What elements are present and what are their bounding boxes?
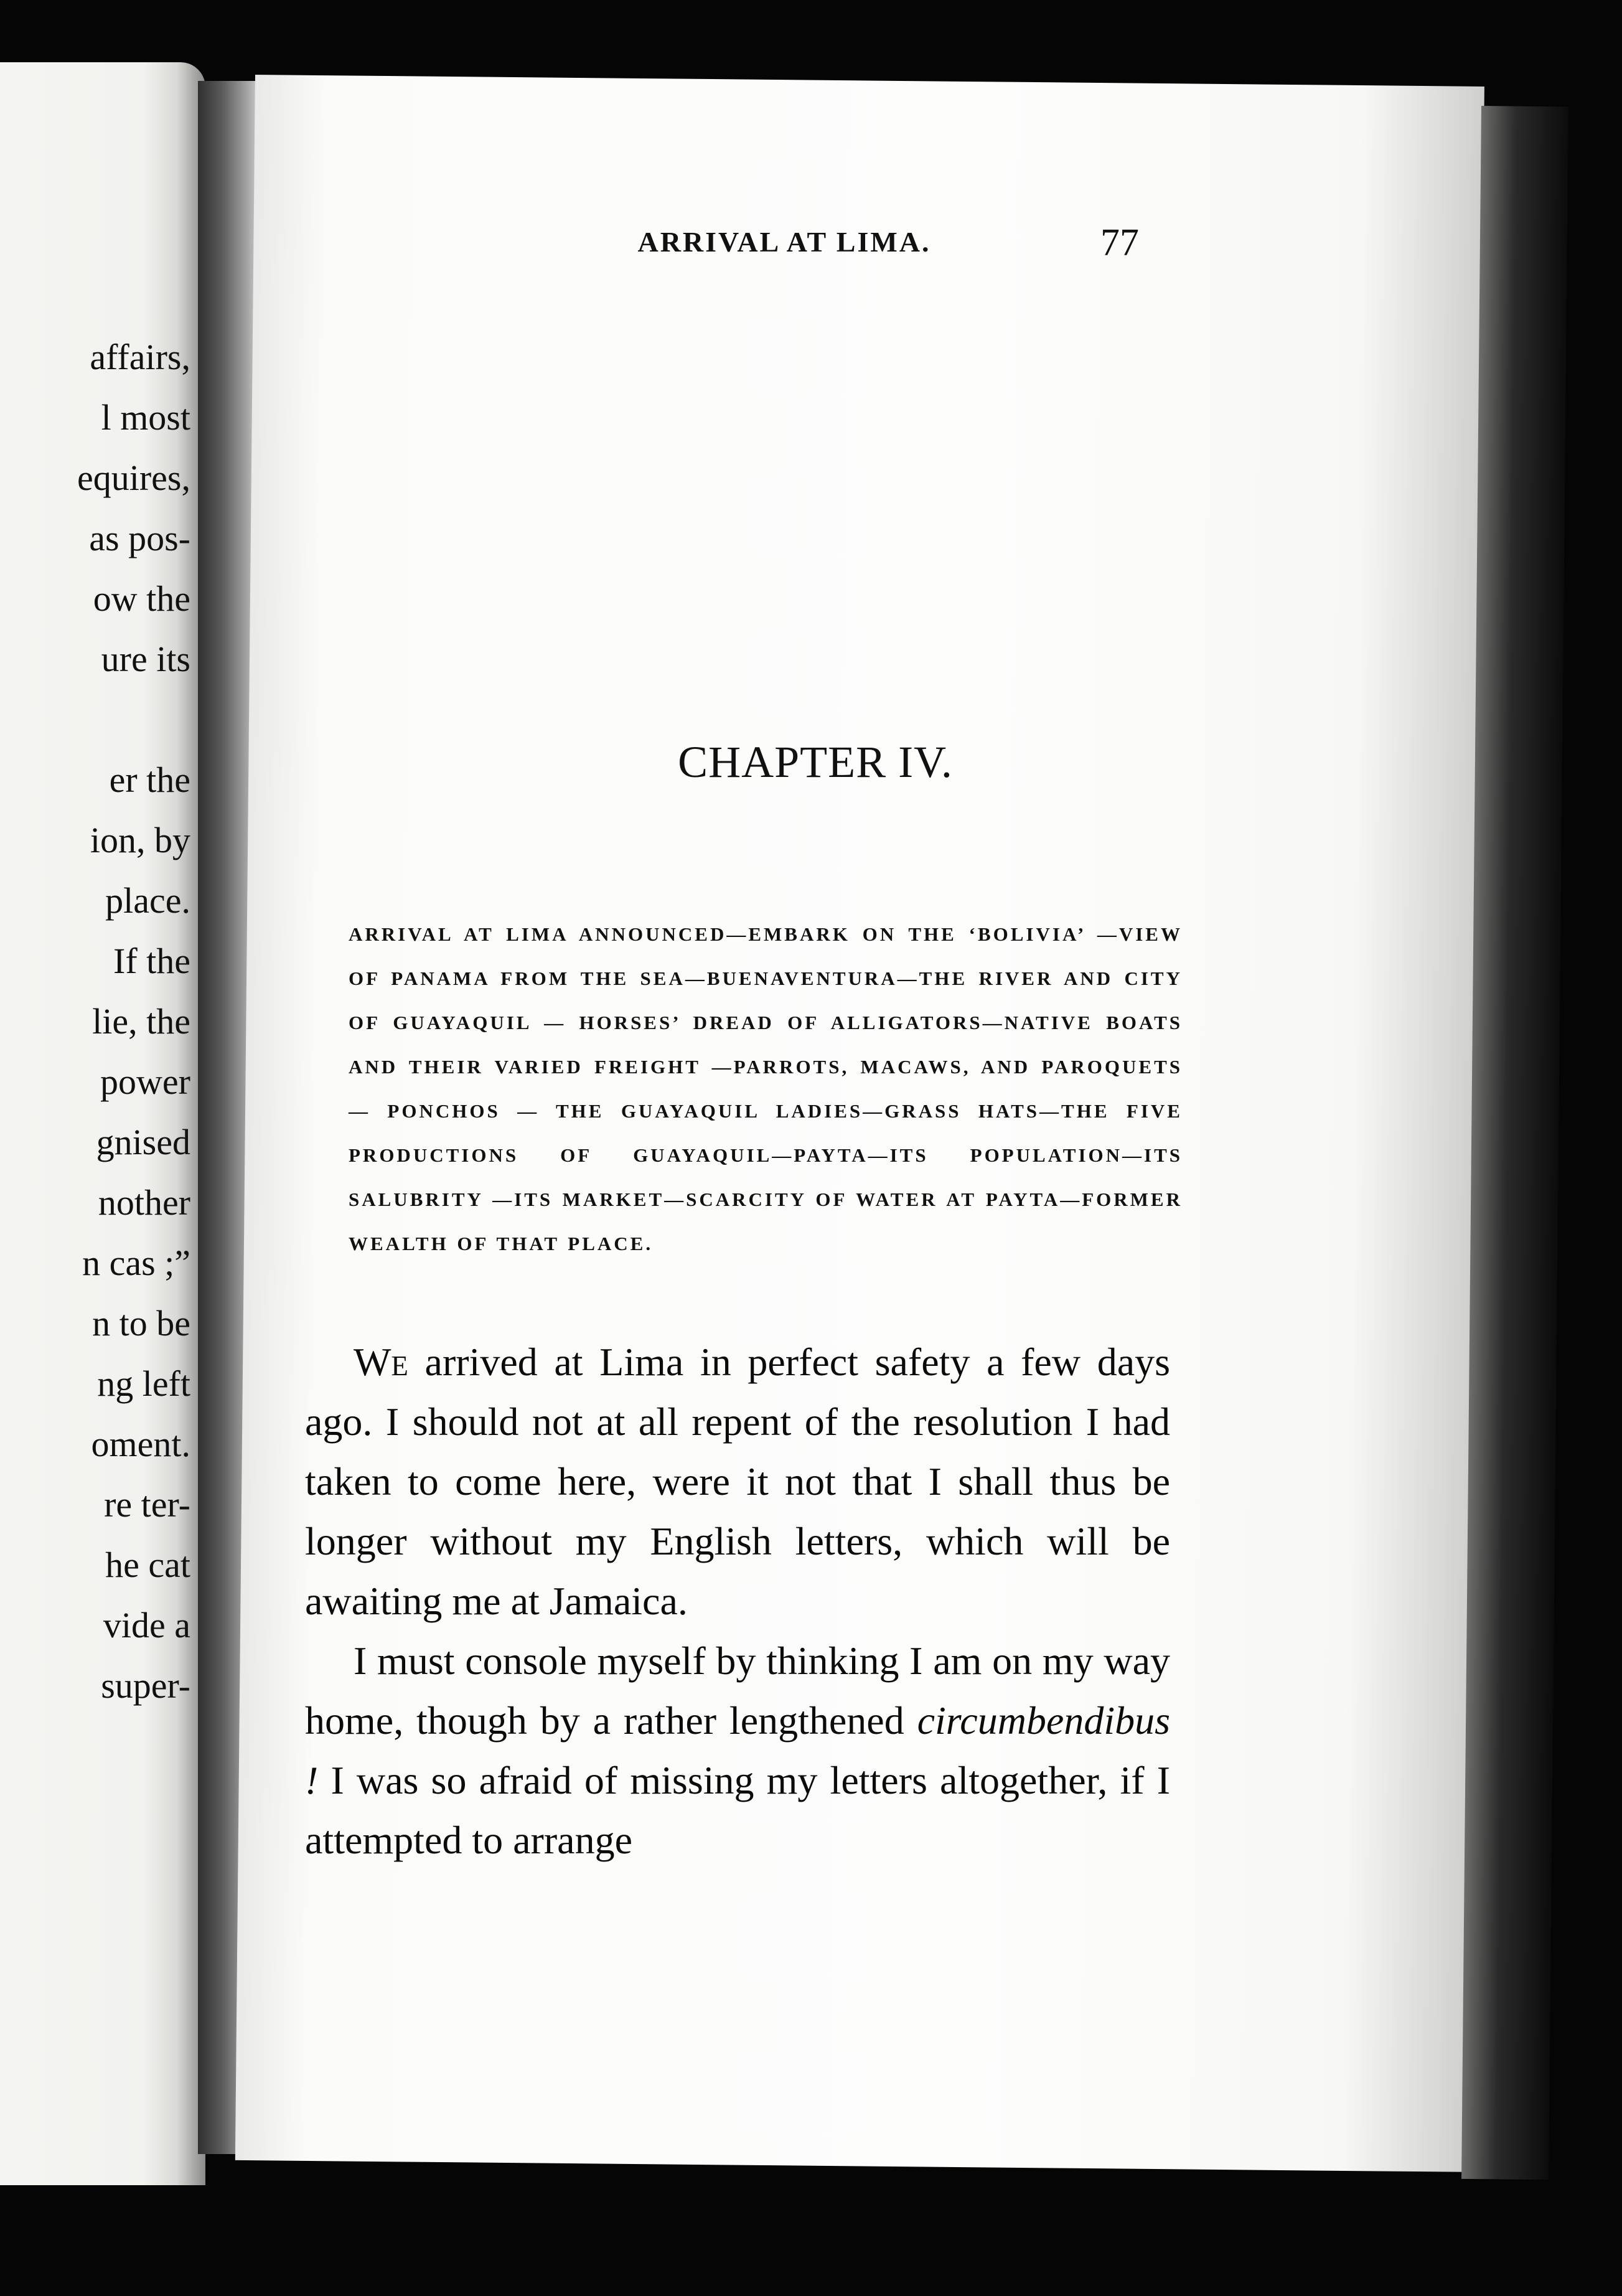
left-page-line: he cat [105,1545,190,1585]
left-page-line: oment. [91,1424,190,1464]
paragraph-2-after: I was so afraid of missing my letters altogether, if I attempted to arrange [305,1758,1170,1862]
left-page-line: as pos- [89,518,190,558]
left-page-line: re ter- [104,1484,190,1525]
left-page-line: ure its [101,639,190,679]
left-page-line: l most [101,397,190,438]
left-page-line: affairs, [90,337,190,377]
left-page-line: place. [105,880,190,921]
left-page-line: er the [109,760,190,800]
left-page-line: super- [101,1665,190,1706]
left-page [0,62,205,2185]
left-page-line: nother [98,1182,190,1223]
left-page-line: n cas ;” [82,1243,190,1283]
chapter-title: CHAPTER IV. [678,737,953,787]
paragraph-1 [305,1332,1170,1631]
paragraph-1-text: arrived at Lima in perfect safety a few days ago. I should not at all repent of the resolution I had taken to come here, were it not that I shall thus be longer without my English letters, which will be awaiting me at Jamaica. [305,1340,1170,1623]
left-page-line: n to be [92,1303,190,1343]
chapter-summary: ARRIVAL AT LIMA ANNOUNCED—EMBARK ON THE ‘BOLIVIA’ —VIEW OF PANAMA FROM THE SEA—BUENAVENTURA—THE RIVER AND CITY OF GUAYAQUIL — HORSES’ DREAD OF ALLIGATORS—NATIVE BOATS AND THEIR VARIED FREIGHT —PARROTS, MACAWS, AND PAROQUETS — PONCHOS — THE GUAYAQUIL LADIES—GRASS HATS—THE FIVE PRODUCTIONS OF GUAYAQUIL—PAYTA—ITS POPULATION—ITS SALUBRITY —ITS MARKET—SCARCITY OF WATER AT PAYTA—FORMER WEALTH OF THAT PLACE. [349,923,1183,1254]
left-page-line: ow the [93,578,190,619]
paragraph-2 [305,1631,1170,1870]
left-page-line: gnised [96,1122,190,1162]
left-page-line: vide a [103,1605,190,1645]
paragraph-1-first-word: We [354,1340,408,1384]
paragraph-2-before: I must console myself by thinking I am on my way home, though by a rather lengthened [305,1639,1170,1743]
left-page-line: lie, the [92,1001,190,1042]
left-page-line: ion, by [90,820,190,860]
left-page-line: If the [113,941,190,981]
page-number: 77 [1100,222,1139,264]
left-page-line: ng left [97,1363,190,1404]
paragraph-2-italic: circumbendibus ! [305,1698,1170,1802]
running-head: ARRIVAL AT LIMA. [637,226,931,258]
left-page-line: equires, [77,458,190,498]
body-text [305,1332,1170,1870]
left-page-line: power [100,1061,190,1102]
